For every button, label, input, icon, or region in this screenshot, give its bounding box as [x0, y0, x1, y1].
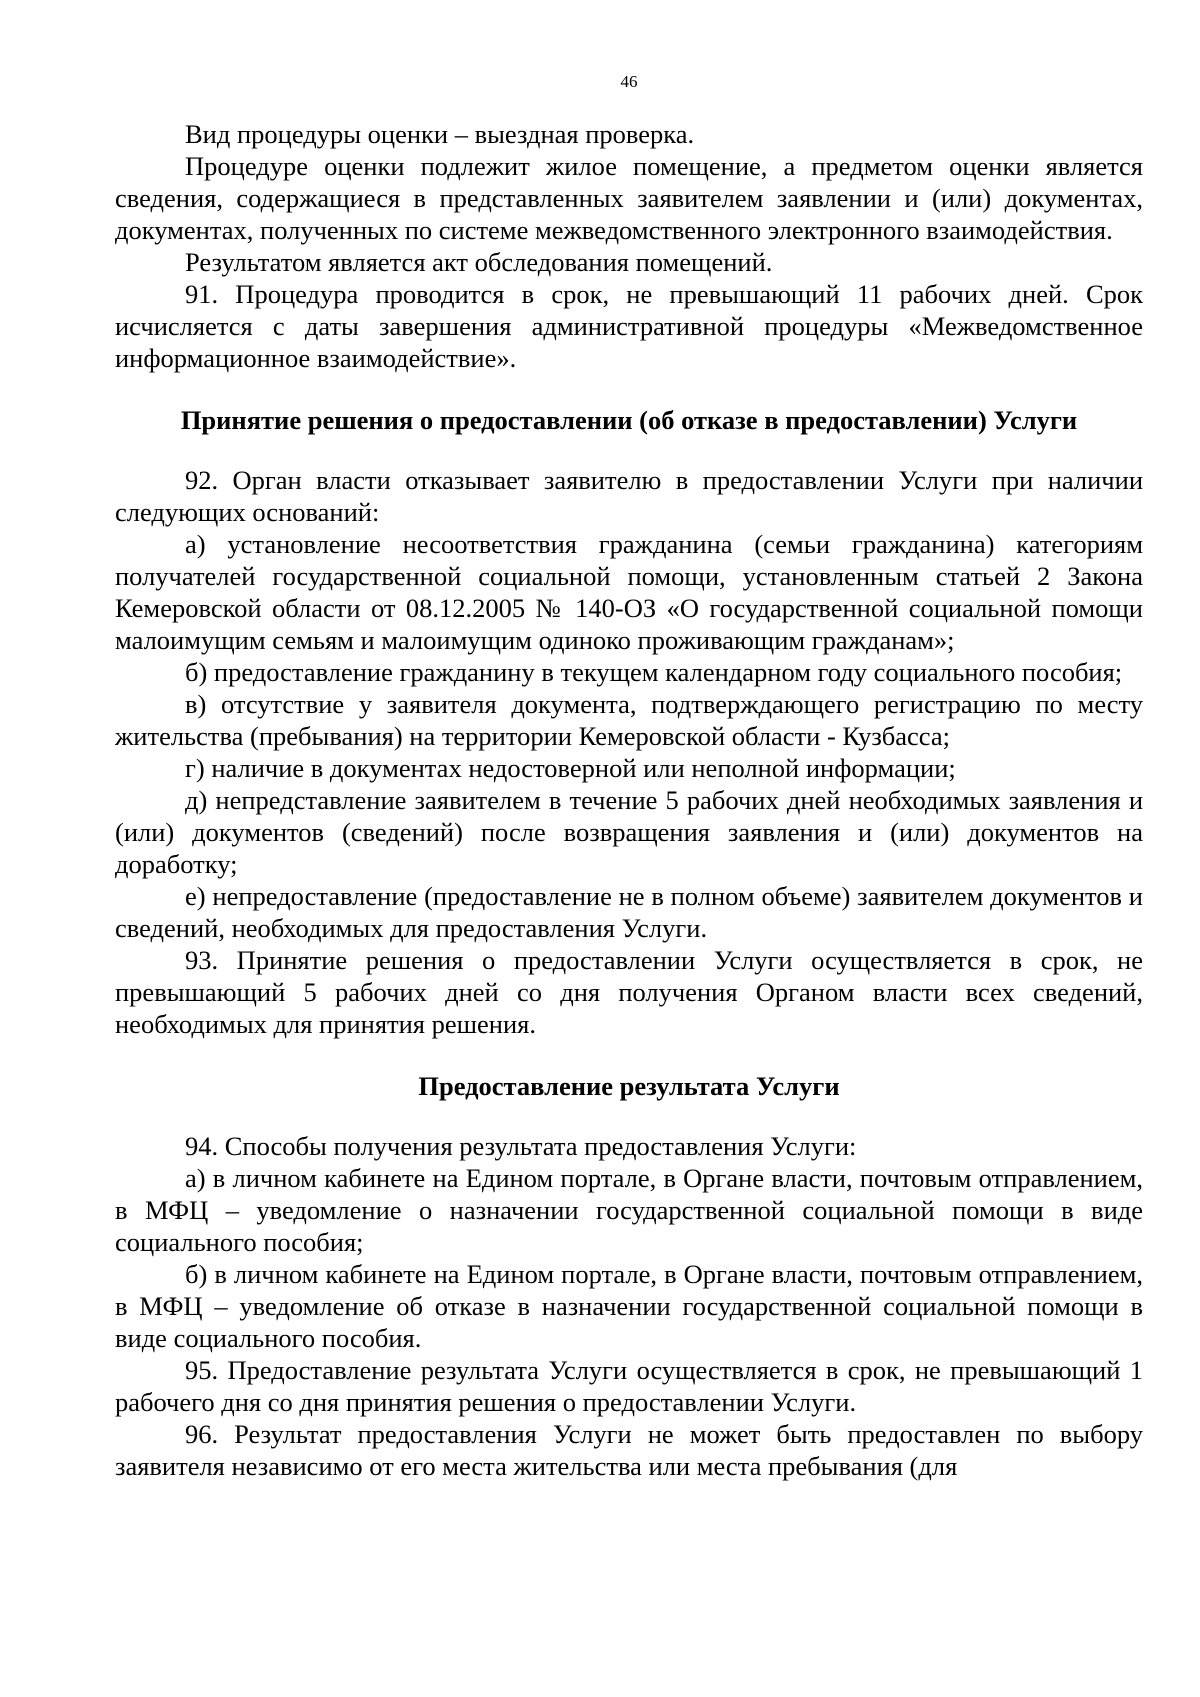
paragraph-result-act: Результатом является акт обследования помещений. [185, 247, 773, 277]
paragraph-92-d: д) непредставление заявителем в течение 5 рабочих дней необходимых заявления и (или) документов (сведений) после возвращения заявления и (или) документов на доработку; [115, 785, 1143, 879]
paragraph-94: 94. Способы получения результата предоставления Услуги: [185, 1131, 857, 1161]
paragraph-evaluation-subject: Процедуре оценки подлежит жилое помещение, а предметом оценки является сведения, содержащиеся в представленных заявителем заявлении и (или) документах, документах, полученных по системе межведомственного электронного взаимодействия. [115, 151, 1143, 245]
section-heading-result: Предоставление результата Услуги [418, 1071, 840, 1101]
paragraph-92-a: а) установление несоответствия гражданина (семьи гражданина) категориям получателей государственной социальной помощи, установленным статьей 2 Закона Кемеровской области от 08.12.2005 № 140-ОЗ «О государственной социальной помощи малоимущим семьям и малоимущим одиноко проживающим гражданам»; [115, 529, 1143, 655]
paragraph-96: 96. Результат предоставления Услуги не может быть предоставлен по выбору заявителя независимо от его места жительства или места пребывания (для [115, 1419, 1143, 1481]
paragraph-92-v: в) отсутствие у заявителя документа, подтверждающего регистрацию по месту жительства (пребывания) на территории Кемеровской области - Кузбасса; [115, 689, 1143, 751]
section-heading-decision: Принятие решения о предоставлении (об отказе в предоставлении) Услуги [180, 405, 1078, 435]
paragraph-92-e: е) непредоставление (предоставление не в полном объеме) заявителем документов и сведений, необходимых для предоставления Услуги. [115, 881, 1143, 943]
paragraph-94-b: б) в личном кабинете на Едином портале, в Органе власти, почтовым отправлением, в МФЦ – уведомление об отказе в назначении государственной социальной помощи в виде социального пособия. [115, 1259, 1143, 1353]
paragraph-95: 95. Предоставление результата Услуги осуществляется в срок, не превышающий 1 рабочего дня со дня принятия решения о предоставлении Услуги. [115, 1355, 1143, 1417]
page-number: 46 [620, 72, 638, 91]
paragraph-92-b: б) предоставление гражданину в текущем календарном году социального пособия; [185, 657, 1123, 687]
paragraph-procedure-type: Вид процедуры оценки – выездная проверка. [185, 119, 695, 149]
paragraph-92-g: г) наличие в документах недостоверной или неполной информации; [185, 753, 956, 783]
paragraph-93: 93. Принятие решения о предоставлении Услуги осуществляется в срок, не превышающий 5 рабочих дней со дня получения Органом власти всех сведений, необходимых для принятия решения. [115, 945, 1143, 1039]
paragraph-92: 92. Орган власти отказывает заявителю в предоставлении Услуги при наличии следующих оснований: [115, 465, 1143, 527]
document-body [115, 118, 1143, 1482]
paragraph-94-a: а) в личном кабинете на Едином портале, в Органе власти, почтовым отправлением, в МФЦ – уведомление о назначении государственной социальной помощи в виде социального пособия; [115, 1163, 1143, 1257]
document-page [115, 0, 1143, 1697]
paragraph-91: 91. Процедура проводится в срок, не превышающий 11 рабочих дней. Срок исчисляется с даты завершения административной процедуры «Межведомственное информационное взаимодействие». [115, 279, 1143, 373]
